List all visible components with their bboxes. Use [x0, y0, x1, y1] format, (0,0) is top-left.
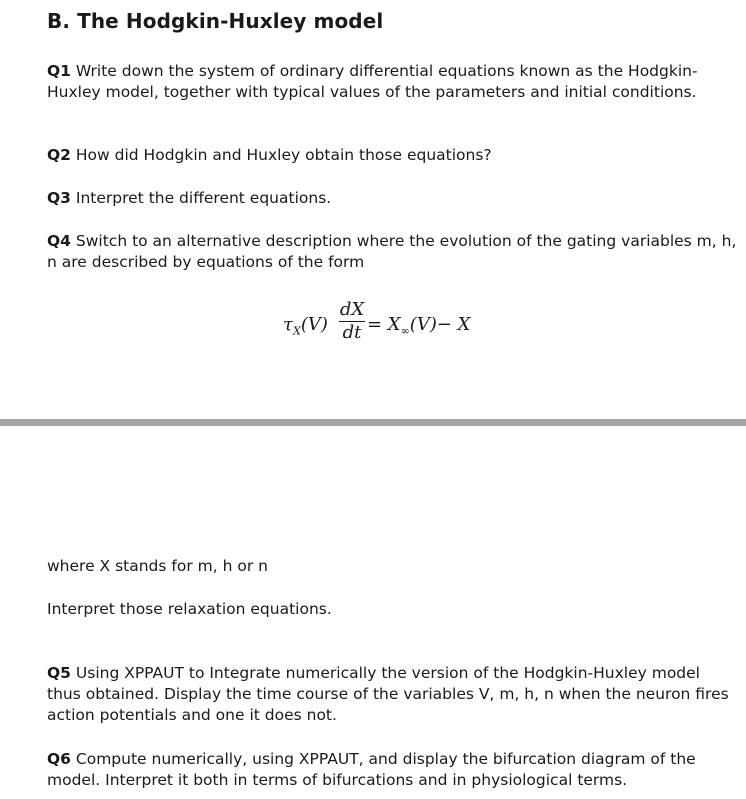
question-text: Using XPPAUT to Integrate numerically the version of the Hodgkin-Huxley model thus obtained. Display the time course of the variables V, m, h, n when the neuron fires action potentials and one it does not.	[47, 664, 729, 724]
question-label: Q3	[47, 189, 71, 207]
question-label: Q2	[47, 146, 71, 164]
relaxation-equation	[283, 300, 503, 356]
question-text: Compute numerically, using XPPAUT, and display the bifurcation diagram of the model. Interpret it both in terms of bifurcations and in physiological terms.	[47, 750, 696, 789]
question-text: Write down the system of ordinary differential equations known as the Hodgkin-Huxley model, together with typical values of the parameters and initial conditions.	[47, 62, 698, 101]
question-q3	[47, 188, 737, 209]
question-q1	[47, 61, 737, 103]
question-q4	[47, 231, 737, 273]
question-label: Q4	[47, 232, 71, 250]
interpret-note: Interpret those relaxation equations.	[47, 600, 332, 618]
page-divider	[0, 419, 746, 426]
equation-fraction	[339, 300, 365, 343]
question-label: Q1	[47, 62, 71, 80]
equation-numerator: dX	[339, 299, 365, 320]
equation-lhs: $\tau_X(V)$	[283, 314, 328, 338]
equation-denominator: dt	[342, 322, 362, 343]
question-q6	[47, 749, 737, 791]
question-text: Interpret the different equations.	[70, 189, 332, 207]
question-label: Q5	[47, 664, 71, 682]
question-text: How did Hodgkin and Huxley obtain those equations?	[70, 146, 492, 164]
section-title: B. The Hodgkin-Huxley model	[47, 9, 384, 33]
question-text: Switch to an alternative description where the evolution of the gating variables m, h, n are described by equations of the form	[47, 232, 737, 271]
question-label: Q6	[47, 750, 71, 768]
equation-rhs: = $X_\infty(V)- X$	[367, 314, 471, 338]
question-q2	[47, 145, 737, 166]
where-note: where X stands for m, h or n	[47, 557, 268, 575]
question-q5	[47, 663, 737, 726]
